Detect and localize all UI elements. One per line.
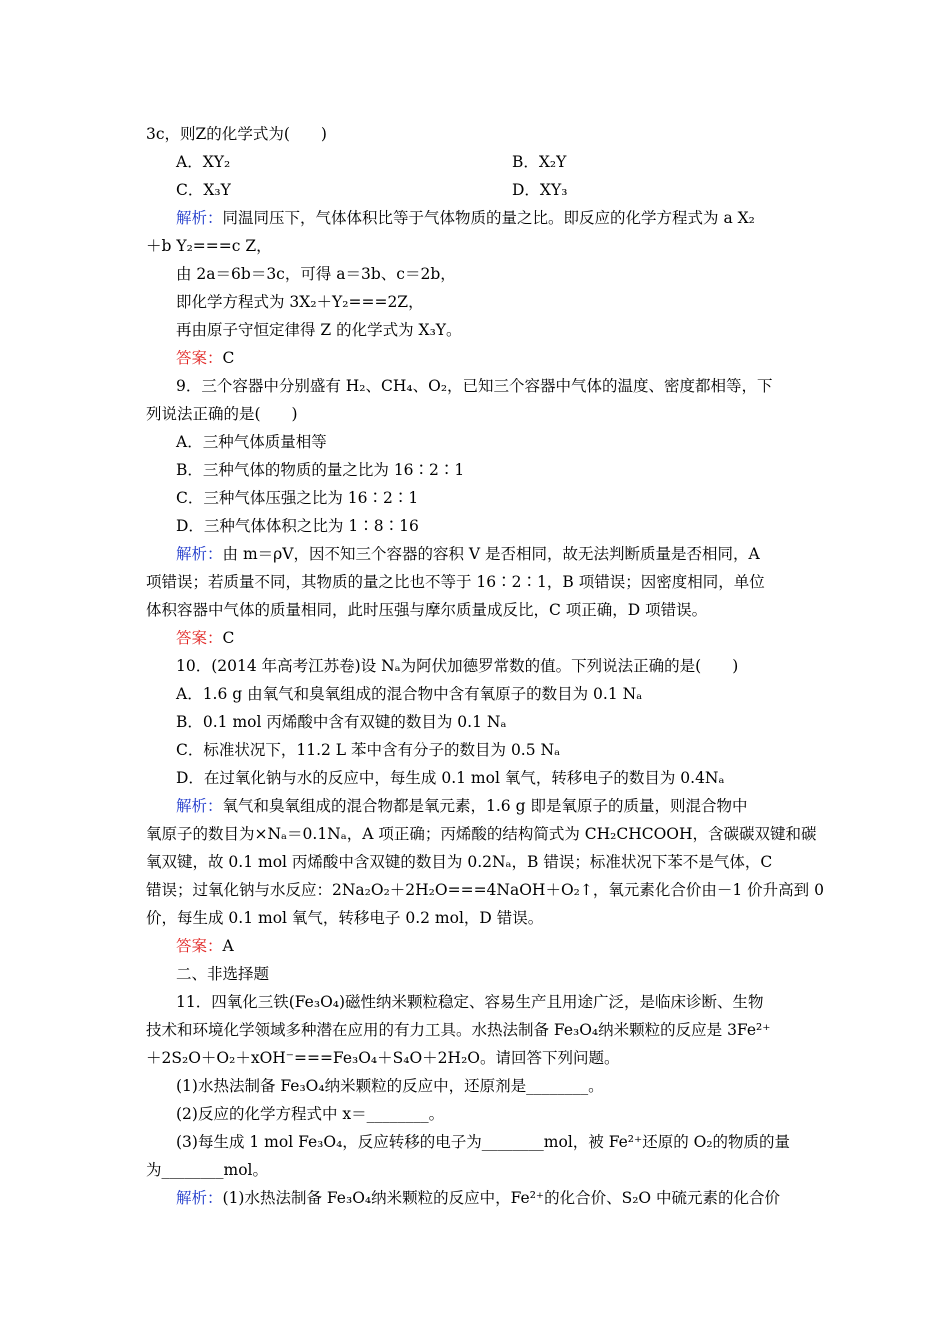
text-line: 价，每生成 0.1 mol 氧气，转移电子 0.2 mol，D 错误。 xyxy=(146,909,544,927)
answer-line xyxy=(176,348,234,368)
answer-label: 答案： xyxy=(176,349,223,367)
option-d: D．在过氧化钠与水的反应中，每生成 0.1 mol 氧气，转移电子的数目为 0.4Nₐ xyxy=(176,769,725,787)
analysis-line xyxy=(176,796,747,816)
option-c: C．标准状况下，11.2 L 苯中含有分子的数目为 0.5 Nₐ xyxy=(176,741,561,759)
analysis-label: 解析： xyxy=(176,1189,223,1207)
text-line: 氧原子的数目为×Nₐ＝0.1Nₐ，A 项正确；丙烯酸的结构简式为 CH₂CHCOOH，含碳碳双键和碳 xyxy=(146,825,817,843)
text-line: 氧双键，故 0.1 mol 丙烯酸中含双键的数目为 0.2Nₐ，B 错误；标准状况下苯不是气体，C xyxy=(146,853,773,871)
option-b: B．三种气体的物质的量之比为 16∶2∶1 xyxy=(176,461,465,479)
text-line: 体积容器中气体的质量相同，此时压强与摩尔质量成反比，C 项正确，D 项错误。 xyxy=(146,601,708,619)
option-a: A．三种气体质量相等 xyxy=(176,433,327,451)
analysis-line xyxy=(176,544,760,564)
section-heading: 二、非选择题 xyxy=(176,965,270,983)
text-line: 错误；过氧化钠与水反应：2Na₂O₂＋2H₂O===4NaOH＋O₂↑，氧元素化合价由－1 价升高到 0 xyxy=(146,881,824,899)
text-line: 技术和环境化学领域多种潜在应用的有力工具。水热法制备 Fe₃O₄纳米颗粒的反应是 3Fe²⁺ xyxy=(146,1021,771,1039)
text-line: 即化学方程式为 3X₂＋Y₂===2Z， xyxy=(176,293,424,311)
answer-label: 答案： xyxy=(176,629,223,647)
text-line: 列说法正确的是( ) xyxy=(146,405,298,423)
option-d: D．XY₃ xyxy=(512,181,568,199)
answer-text: C xyxy=(222,629,235,647)
analysis-text: 同温同压下，气体体积比等于气体物质的量之比。即反应的化学方程式为 a X₂ xyxy=(222,209,755,227)
analysis-line xyxy=(176,1188,780,1208)
text-line: 为________mol。 xyxy=(146,1161,268,1179)
analysis-label: 解析： xyxy=(176,209,223,227)
sub-question-1: (1)水热法制备 Fe₃O₄纳米颗粒的反应中，还原剂是________。 xyxy=(176,1077,604,1095)
analysis-label: 解析： xyxy=(176,545,223,563)
text-line: 由 2a＝6b＝3c，可得 a＝3b、c＝2b， xyxy=(176,265,456,283)
analysis-text: 氧气和臭氧组成的混合物都是氧元素，1.6 g 即是氧原子的质量，则混合物中 xyxy=(222,797,748,815)
answer-label: 答案： xyxy=(176,937,223,955)
analysis-label: 解析： xyxy=(176,797,223,815)
text-line: ＋2S₂O＋O₂＋xOH⁻===Fe₃O₄＋S₄O＋2H₂O。请回答下列问题。 xyxy=(146,1049,620,1067)
answer-text: A xyxy=(222,937,234,955)
text-line: 再由原子守恒定律得 Z 的化学式为 X₃Y。 xyxy=(176,321,462,339)
question-9: 9．三个容器中分别盛有 H₂、CH₄、O₂，已知三个容器中气体的温度、密度都相等，下 xyxy=(176,377,773,395)
option-c: C．三种气体压强之比为 16∶2∶1 xyxy=(176,489,419,507)
question-11: 11．四氧化三铁(Fe₃O₄)磁性纳米颗粒稳定、容易生产且用途广泛，是临床诊断、生物 xyxy=(176,993,764,1011)
analysis-line xyxy=(176,208,755,228)
option-a: A．XY₂ xyxy=(176,153,231,171)
text-line: 项错误；若质量不同，其物质的量之比也不等于 16∶2∶1，B 项错误；因密度相同，单位 xyxy=(146,573,765,591)
option-b: B．X₂Y xyxy=(512,153,567,171)
option-a: A．1.6 g 由氧气和臭氧组成的混合物中含有氧原子的数目为 0.1 Nₐ xyxy=(176,685,643,703)
analysis-text: (1)水热法制备 Fe₃O₄纳米颗粒的反应中，Fe²⁺的化合价、S₂O 中硫元素的化合价 xyxy=(222,1189,781,1207)
option-b: B．0.1 mol 丙烯酸中含有双键的数目为 0.1 Nₐ xyxy=(176,713,507,731)
sub-question-2: (2)反应的化学方程式中 x＝________。 xyxy=(176,1105,445,1123)
sub-question-3: (3)每生成 1 mol Fe₃O₄，反应转移的电子为________mol，被 Fe²⁺还原的 O₂的物质的量 xyxy=(176,1133,791,1151)
answer-text: C xyxy=(222,349,235,367)
option-c: C．X₃Y xyxy=(176,181,231,199)
question-10: 10．(2014 年高考江苏卷)设 Nₐ为阿伏加德罗常数的值。下列说法正确的是( ) xyxy=(176,657,739,675)
analysis-text: 由 m＝ρV，因不知三个容器的容积 V 是否相同，故无法判断质量是否相同，A xyxy=(222,545,760,563)
option-d: D．三种气体体积之比为 1∶8∶16 xyxy=(176,517,419,535)
text-line: ＋b Y₂===c Z， xyxy=(146,237,272,255)
answer-line xyxy=(176,936,234,956)
answer-line xyxy=(176,628,234,648)
text-line: 3c，则Z的化学式为( ) xyxy=(146,125,327,143)
